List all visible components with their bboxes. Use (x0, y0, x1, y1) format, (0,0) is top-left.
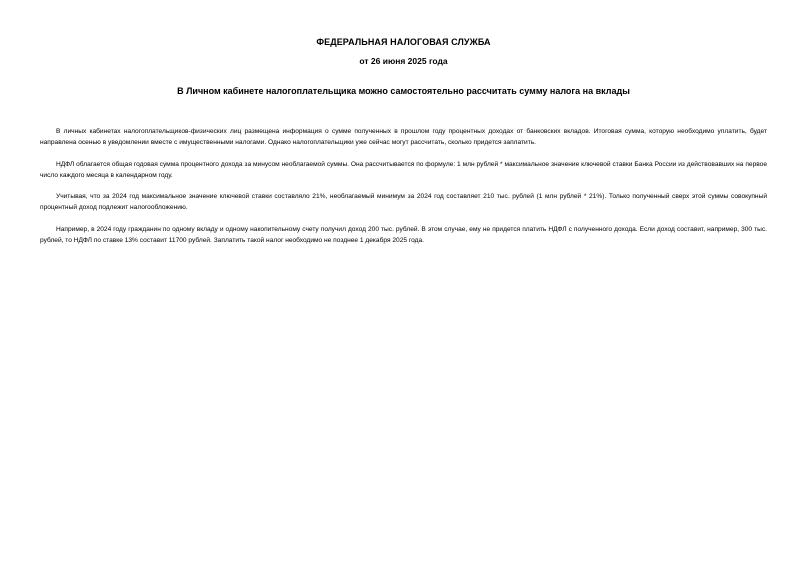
document-date: от 26 июня 2025 года (359, 56, 448, 66)
paragraph-2: НДФЛ облагается общая годовая сумма процентного дохода за минусом необлагаемой суммы. Она рассчитывается по формуле: 1 млн рублей * максимальное значение ключевой ставки Банка России из действовавших на первое число каждого месяца в календарном году. (40, 160, 767, 179)
document-title: В Личном кабинете налогоплательщика можно самостоятельно рассчитать сумму налога на вклады (177, 86, 630, 96)
agency-name: ФЕДЕРАЛЬНАЯ НАЛОГОВАЯ СЛУЖБА (316, 37, 491, 47)
paragraph-4: Например, в 2024 году гражданин по одному вкладу и одному накопительному счету получил доход 200 тыс. рублей. В этом случае, ему не придется платить НДФЛ с полученного дохода. Если доход составит, например, 300 тыс. рублей, то НДФЛ по ставке 13% составит 11700 рублей. Заплатить такой налог необходимо не позднее 1 декабря 2025 года. (40, 225, 767, 245)
paragraph-3: Учитывая, что за 2024 год максимальное значение ключевой ставки составляло 21%, необлагаемый минимум за 2024 год составляет 210 тыс. рублей (1 млн рублей * 21%). Только полученный сверх этой суммы совокупный процентный доход подлежит налогообложению. (40, 193, 767, 212)
paragraph-1: В личных кабинетах налогоплательщиков-физических лиц размещена информация о сумме полученных в прошлом году процентных доходах от банковских вкладов. Итоговая сумма, которую необходимо уплатить, будет направлена осенью в уведомлении вместе с имущественными налогами. Однако налогоплательщики уже сейчас могут рассчитать, сколько придется заплатить. (40, 128, 767, 147)
document-body (40, 126, 767, 256)
